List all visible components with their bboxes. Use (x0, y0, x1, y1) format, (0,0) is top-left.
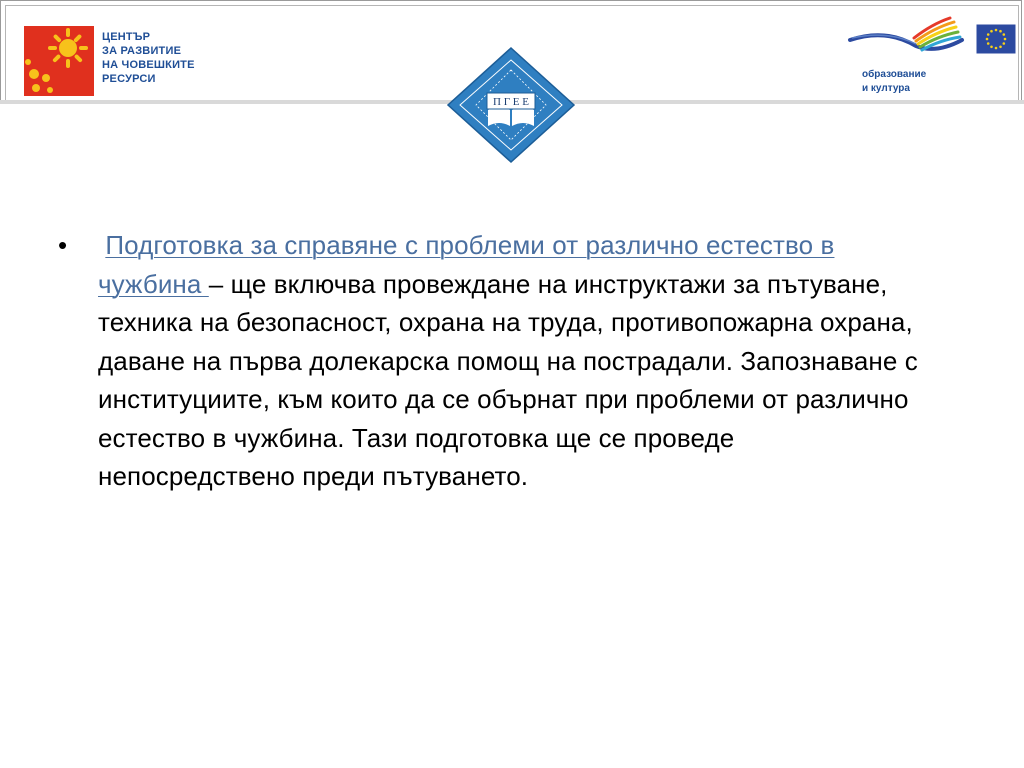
emblem-letters: П Г Е Е (493, 96, 529, 108)
education-culture-logo-icon (846, 10, 966, 62)
hr-center-line-1: ЦЕНТЪР (102, 31, 151, 43)
hr-center-line-4: РЕСУРСИ (102, 73, 156, 85)
hr-center-logo-icon (24, 26, 94, 96)
hr-center-line-2: ЗА РАЗВИТИЕ (102, 45, 182, 57)
bullet-item (58, 226, 938, 496)
edu-line-2: и култура (862, 83, 910, 94)
education-culture-caption (862, 68, 962, 96)
hr-center-title (102, 30, 252, 86)
bullet-marker: • (58, 230, 68, 260)
slide-content (58, 226, 938, 496)
hr-center-line-3: НА ЧОВЕШКИТЕ (102, 59, 195, 71)
bullet-body-text: – ще включва провеждане на инструктажи за пътуване, техника на безопасност, охрана на труда, противопожарна охрана, даване на първа долекарска помощ на пострадали. Запознаване с институциите, към които да се обърнат при проблеми от различно естество в чужбина. Тази подготовка ще се проведе непосредствено преди пътуването. (98, 268, 918, 491)
edu-line-1: образование (862, 69, 927, 80)
topic-link[interactable]: Подготовка за справяне с проблеми от различно естество в чужбина (98, 230, 835, 299)
school-emblem-icon (446, 46, 576, 164)
eu-flag-icon (976, 24, 1016, 54)
bullet-paragraph (98, 226, 938, 496)
